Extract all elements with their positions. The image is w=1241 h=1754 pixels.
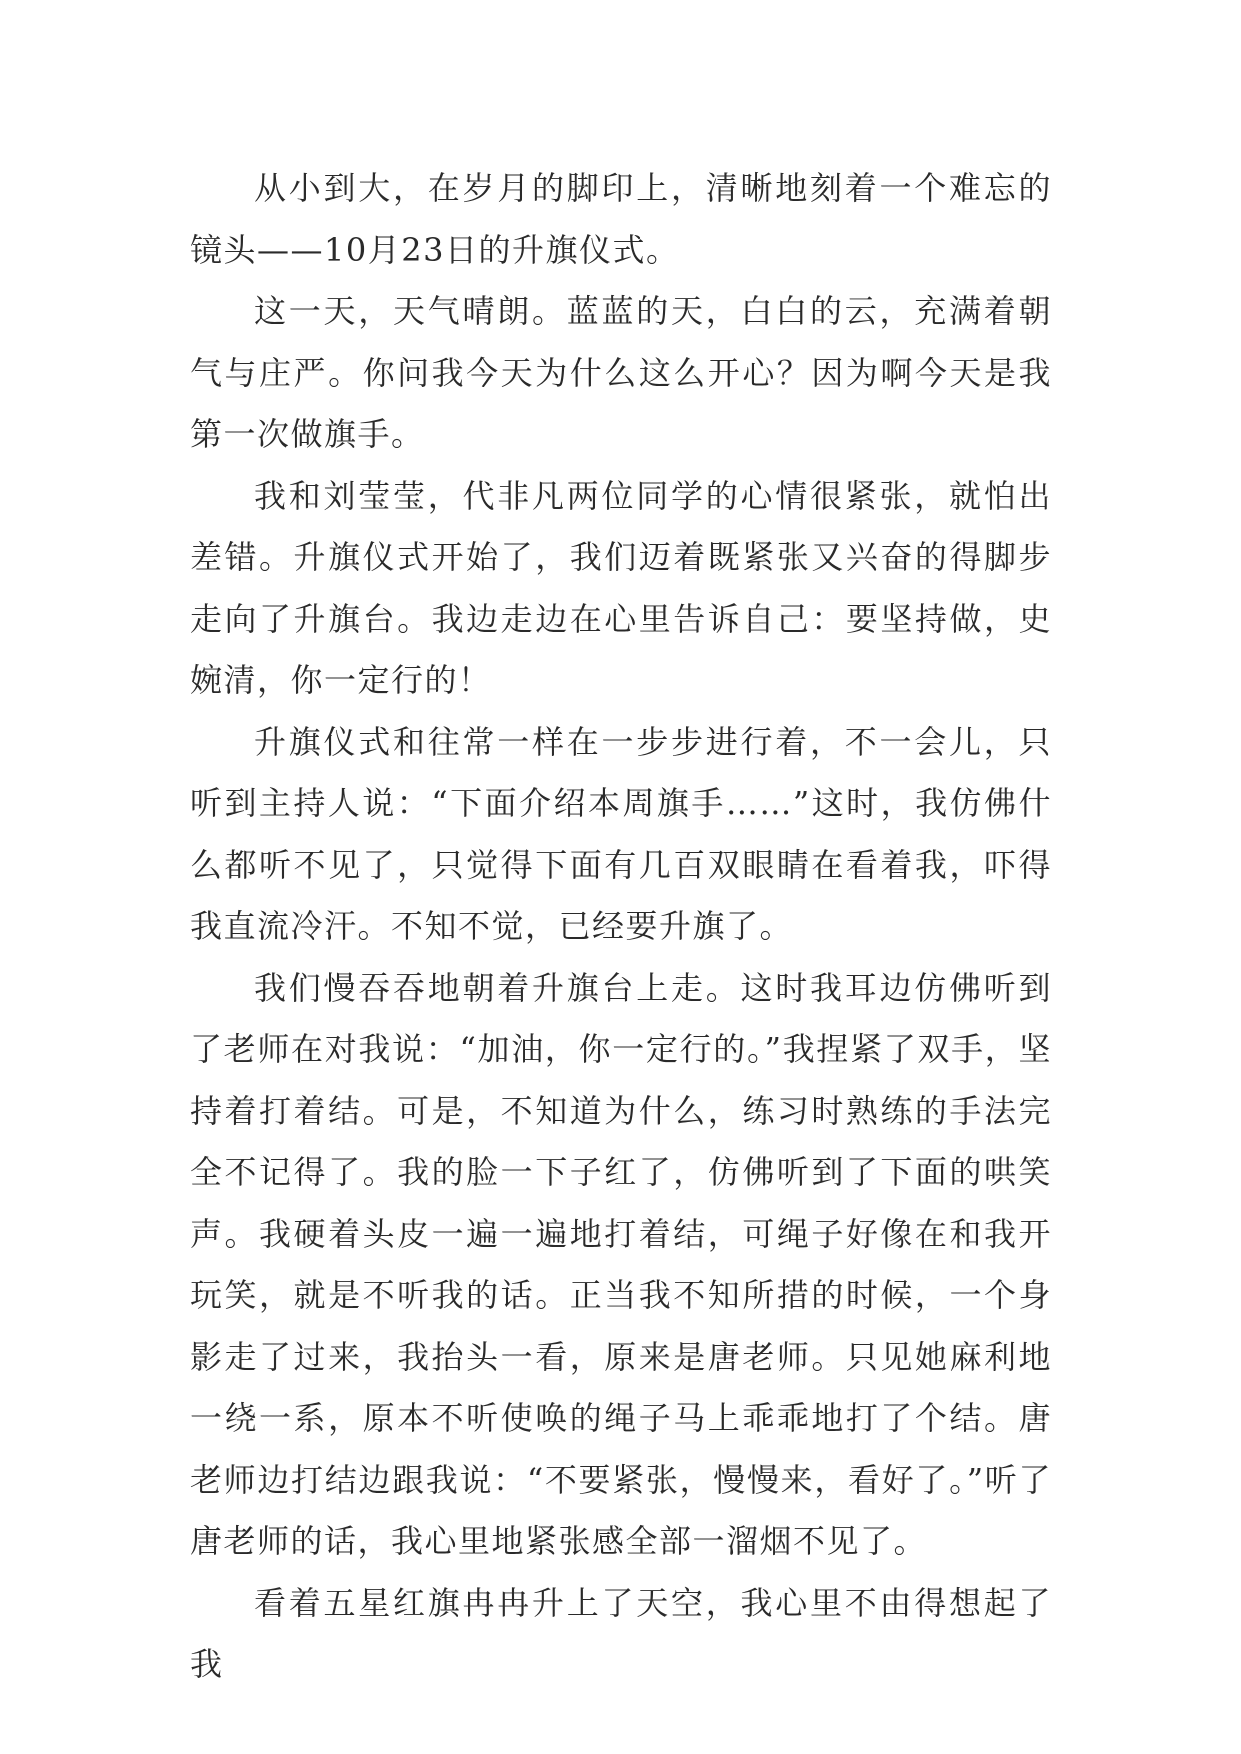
- paragraph-5: 我们慢吞吞地朝着升旗台上走。这时我耳边仿佛听到了老师在对我说：“加油，你一定行的。”我捏紧了双手，坚持着打着结。可是，不知道为什么，练习时熟练的手法完全不记得了。我的脸一下子红了，仿佛听到了下面的哄笑声。我硬着头皮一遍一遍地打着结，可绳子好像在和我开玩笑，就是不听我的话。正当我不知所措的时候，一个身影走了过来，我抬头一看，原来是唐老师。只见她麻利地一绕一系，原本不听使唤的绳子马上乖乖地打了个结。唐老师边打结边跟我说：“不要紧张，慢慢来，看好了。”听了唐老师的话，我心里地紧张感全部一溜烟不见了。: [190, 968, 1052, 1560]
- paragraph-2: 这一天，天气晴朗。蓝蓝的天，白白的云，充满着朝气与庄严。你问我今天为什么这么开心？因为啊今天是我第一次做旗手。: [190, 292, 1052, 453]
- paragraph-3: 我和刘莹莹，代非凡两位同学的心情很紧张，就怕出差错。升旗仪式开始了，我们迈着既紧张又兴奋的得脚步走向了升旗台。我边走边在心里告诉自己：要坚持做，史婉清，你一定行的！: [190, 476, 1052, 699]
- paragraph-4: 升旗仪式和往常一样在一步步进行着，不一会儿，只听到主持人说：“下面介绍本周旗手……”这时，我仿佛什么都听不见了，只觉得下面有几百双眼睛在看着我，吓得我直流冷汗。不知不觉，已经要升旗了。: [190, 722, 1052, 945]
- essay-body: [190, 158, 1052, 1696]
- paragraph-6: 看着五星红旗冉冉升上了天空，我心里不由得想起了我: [190, 1583, 1052, 1683]
- paragraph-1: 从小到大，在岁月的脚印上，清晰地刻着一个难忘的镜头——10月23日的升旗仪式。: [190, 169, 1052, 269]
